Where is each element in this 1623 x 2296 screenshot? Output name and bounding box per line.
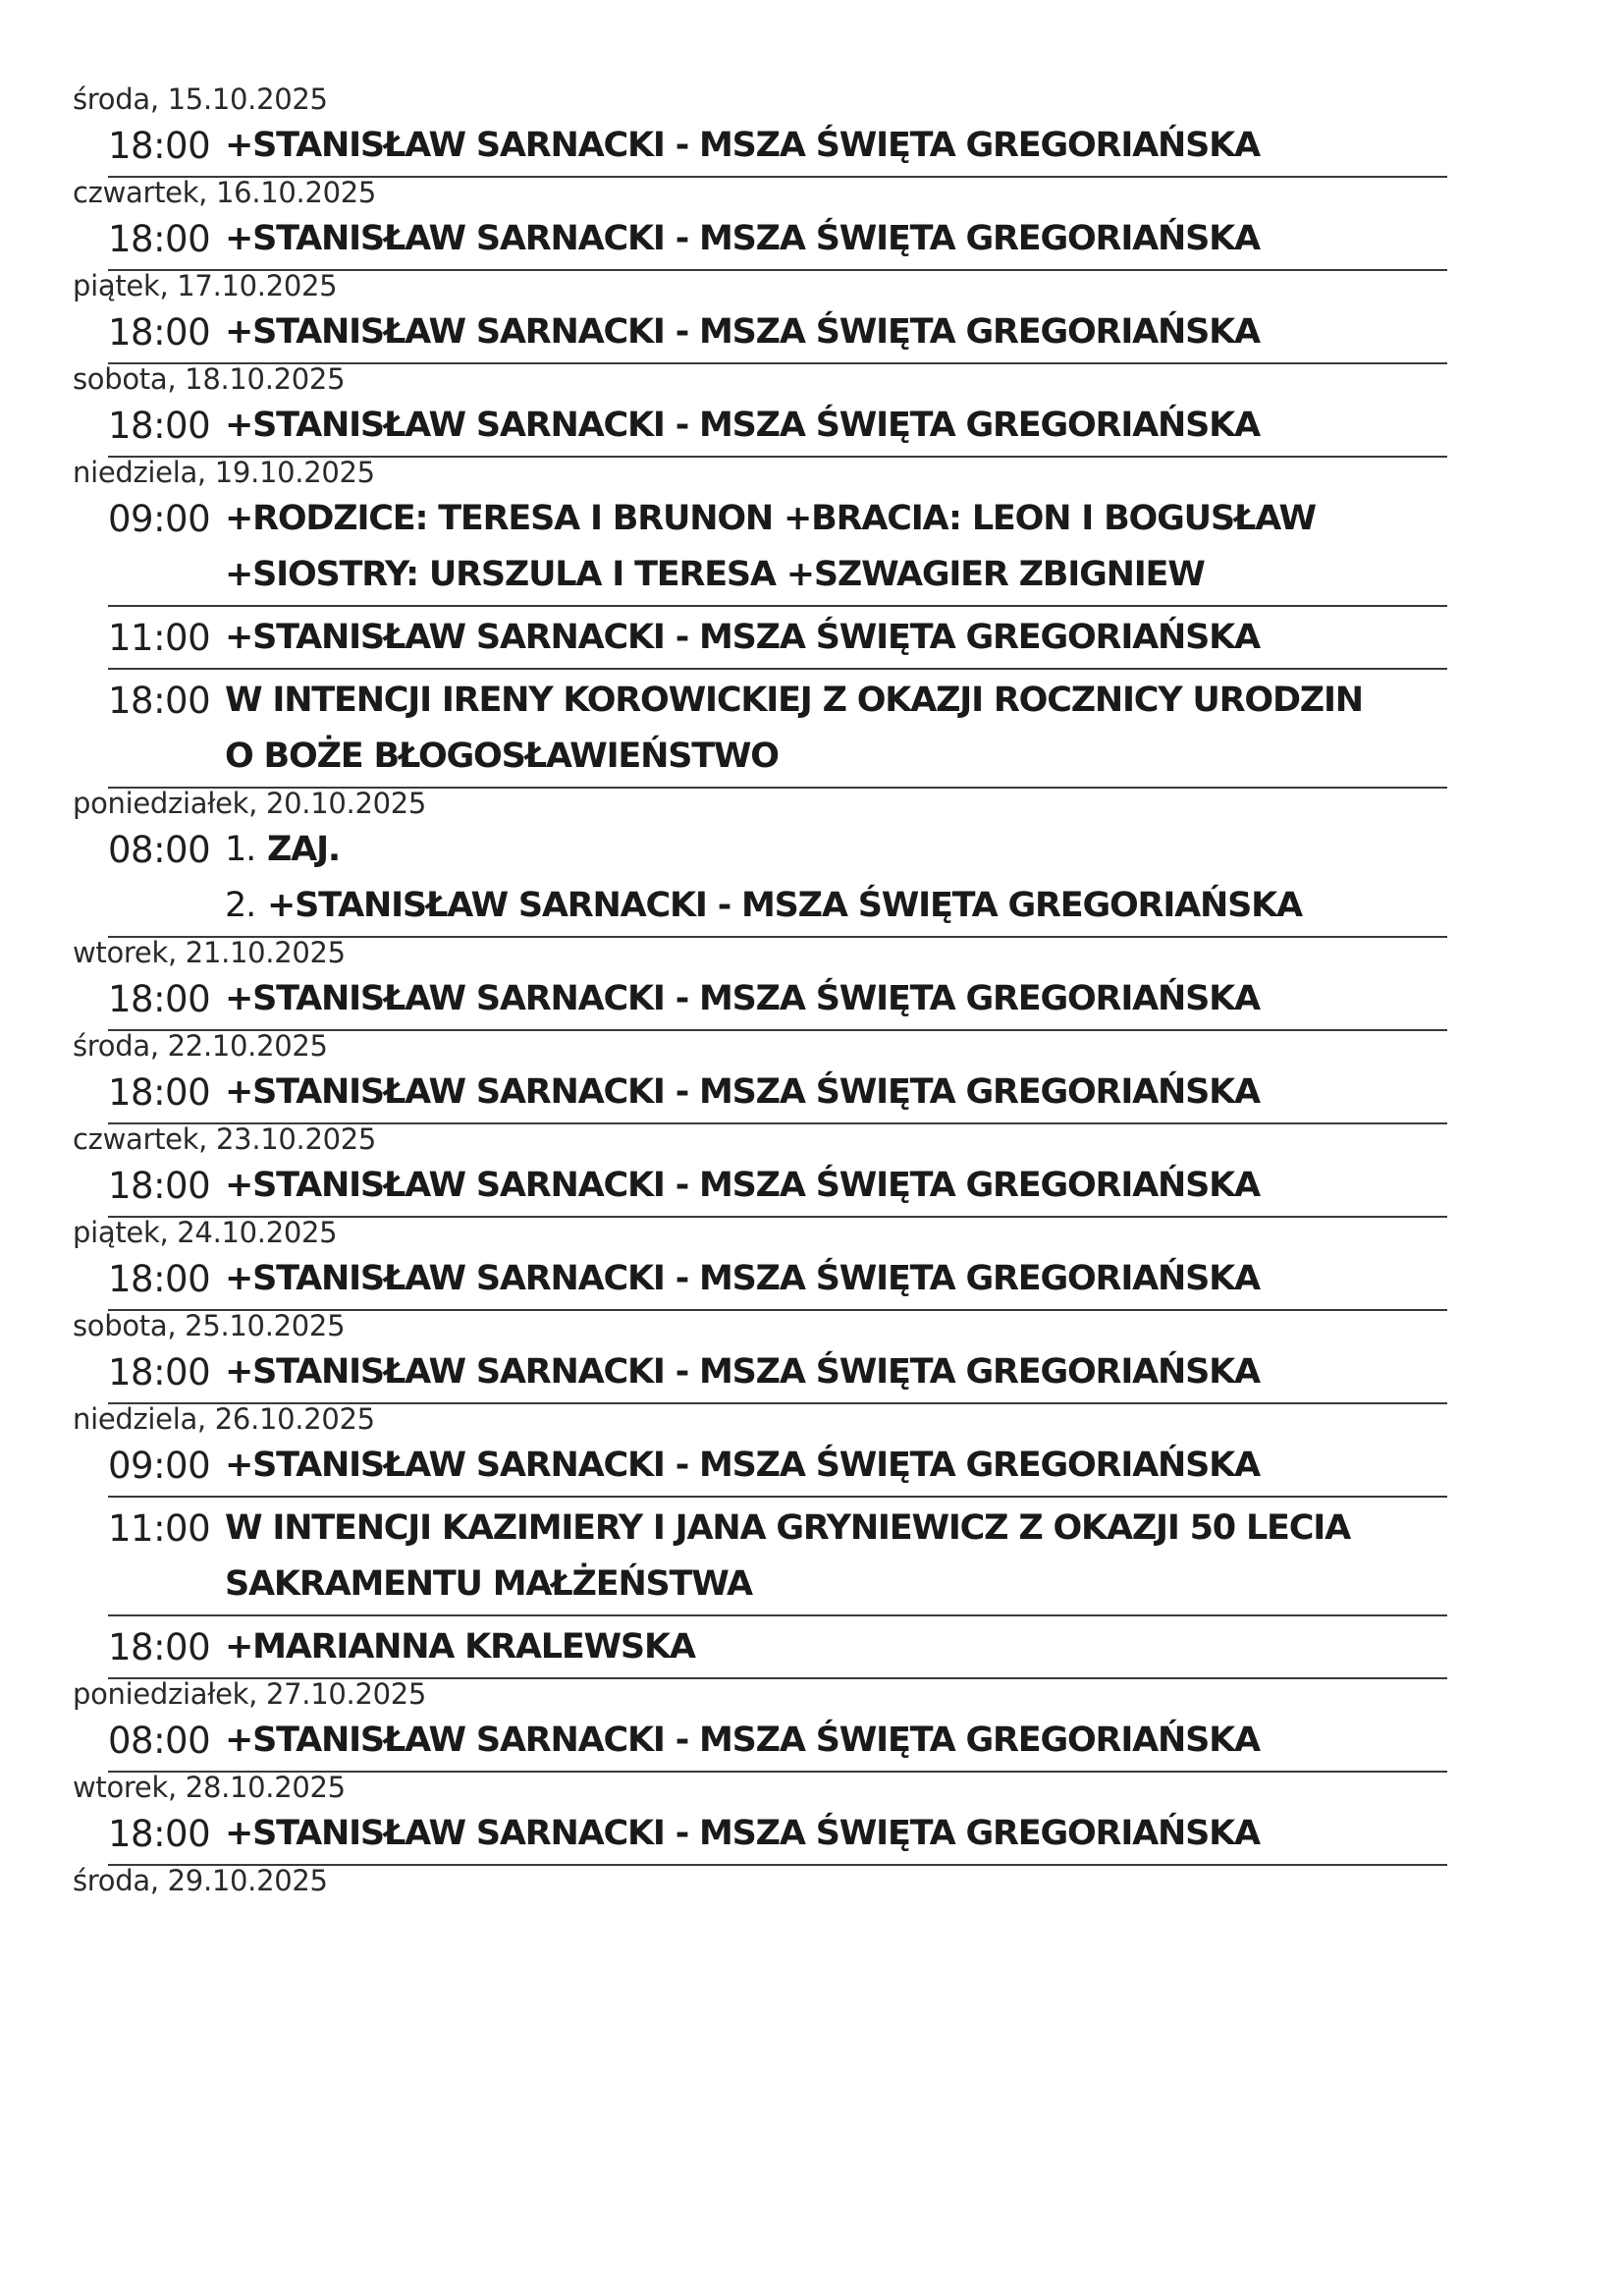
day-block [73, 458, 1447, 789]
mass-entry [108, 819, 1447, 938]
mass-entry [108, 1248, 1447, 1311]
day-label: wtorek, 28.10.2025 [73, 1771, 346, 1804]
entry-line [108, 1344, 1447, 1400]
day-block [73, 364, 1447, 458]
entry-line [108, 211, 1447, 267]
day-label: niedziela, 19.10.2025 [73, 456, 375, 489]
day-block [73, 1404, 1447, 1679]
intention-text: +STANISŁAW SARNACKI - MSZA ŚWIĘTA GREGORIAŃSKA [225, 1072, 1260, 1112]
entry-line [108, 822, 1447, 878]
mass-time: 11:00 [108, 1507, 211, 1550]
entry-line [108, 398, 1447, 454]
mass-entry [108, 1062, 1447, 1124]
mass-entry [108, 1341, 1447, 1404]
mass-time: 18:00 [108, 680, 211, 722]
day-label: piątek, 17.10.2025 [73, 269, 338, 302]
intention-text: W INTENCJI IRENY KOROWICKIEJ Z OKAZJI ROCZNICY URODZIN [225, 681, 1363, 720]
mass-time: 09:00 [108, 498, 211, 540]
mass-time: 08:00 [108, 829, 211, 871]
day-label: czwartek, 23.10.2025 [73, 1122, 377, 1156]
intention-text: +STANISŁAW SARNACKI - MSZA ŚWIĘTA GREGORIAŃSKA [225, 126, 1260, 165]
mass-entry [108, 1498, 1447, 1616]
intention-text: +STANISŁAW SARNACKI - MSZA ŚWIĘTA GREGORIAŃSKA [225, 1352, 1260, 1392]
intention-text: +STANISŁAW SARNACKI - MSZA ŚWIĘTA GREGORIAŃSKA [225, 1446, 1260, 1485]
mass-schedule [73, 84, 1447, 1896]
mass-entry [108, 607, 1447, 670]
intention-text: +STANISŁAW SARNACKI - MSZA ŚWIĘTA GREGORIAŃSKA [225, 618, 1260, 657]
numbered-intention [225, 822, 340, 878]
mass-time: 09:00 [108, 1445, 211, 1487]
mass-time: 11:00 [108, 617, 211, 659]
day-block [73, 178, 1447, 271]
mass-time: 18:00 [108, 1626, 211, 1668]
mass-entry [108, 1710, 1447, 1773]
day-label: sobota, 18.10.2025 [73, 362, 346, 396]
day-block [73, 271, 1447, 364]
entry-line [108, 304, 1447, 360]
mass-entry [108, 395, 1447, 458]
entry-line [108, 1251, 1447, 1307]
mass-entry [108, 1803, 1447, 1866]
mass-time: 18:00 [108, 1258, 211, 1300]
entry-line [108, 1619, 1447, 1675]
mass-entry [108, 208, 1447, 271]
intention-text: +STANISŁAW SARNACKI - MSZA ŚWIĘTA GREGORIAŃSKA [225, 1259, 1260, 1298]
entry-line [108, 1065, 1447, 1121]
intention-text: O BOŻE BŁOGOSŁAWIEŃSTWO [225, 737, 779, 776]
day-label: poniedziałek, 27.10.2025 [73, 1677, 427, 1711]
intention-text: +SIOSTRY: URSZULA I TERESA +SZWAGIER ZBIGNIEW [225, 555, 1205, 594]
mass-entry [108, 301, 1447, 364]
mass-entry [108, 968, 1447, 1031]
intention-text: +STANISŁAW SARNACKI - MSZA ŚWIĘTA GREGORIAŃSKA [225, 1814, 1260, 1853]
mass-time: 18:00 [108, 218, 211, 260]
mass-time: 18:00 [108, 1071, 211, 1114]
day-block [73, 1218, 1447, 1311]
mass-time: 18:00 [108, 311, 211, 354]
intention-text: ZAJ. [267, 830, 340, 869]
day-label: sobota, 25.10.2025 [73, 1309, 346, 1342]
intention-text: +STANISŁAW SARNACKI - MSZA ŚWIĘTA GREGORIAŃSKA [225, 219, 1260, 258]
mass-time: 18:00 [108, 1165, 211, 1207]
day-label: czwartek, 16.10.2025 [73, 176, 377, 209]
intention-text: +STANISŁAW SARNACKI - MSZA ŚWIĘTA GREGORIAŃSKA [225, 406, 1260, 445]
intention-text: +STANISŁAW SARNACKI - MSZA ŚWIĘTA GREGORIAŃSKA [225, 312, 1260, 352]
entry-line [108, 971, 1447, 1027]
day-label: środa, 29.10.2025 [73, 1864, 328, 1897]
mass-time: 18:00 [108, 405, 211, 447]
intention-text: +STANISŁAW SARNACKI - MSZA ŚWIĘTA GREGORIAŃSKA [267, 886, 1302, 925]
entry-line [108, 673, 1447, 729]
mass-entry [108, 1616, 1447, 1679]
numbered-intention [225, 878, 1302, 934]
day-label: środa, 22.10.2025 [73, 1029, 328, 1063]
day-block [73, 1311, 1447, 1404]
mass-entry [108, 115, 1447, 178]
intention-number: 1. [225, 830, 255, 869]
day-label: poniedziałek, 20.10.2025 [73, 787, 427, 820]
mass-entry [108, 488, 1447, 607]
intention-text: SAKRAMENTU MAŁŻEŃSTWA [225, 1564, 752, 1604]
mass-time: 18:00 [108, 1813, 211, 1855]
entry-line [108, 1158, 1447, 1214]
mass-entry [108, 1155, 1447, 1218]
entry-line [108, 610, 1447, 666]
entry-line [108, 1713, 1447, 1769]
mass-time: 18:00 [108, 978, 211, 1020]
entry-line [108, 878, 1447, 934]
entry-line [108, 1557, 1447, 1613]
entry-line [108, 118, 1447, 174]
day-block [73, 1773, 1447, 1866]
intention-text: +STANISŁAW SARNACKI - MSZA ŚWIĘTA GREGORIAŃSKA [225, 979, 1260, 1018]
intention-text: +RODZICE: TERESA I BRUNON +BRACIA: LEON I BOGUSŁAW [225, 499, 1316, 538]
entry-line [108, 547, 1447, 603]
day-block [73, 789, 1447, 938]
intention-text: +STANISŁAW SARNACKI - MSZA ŚWIĘTA GREGORIAŃSKA [225, 1721, 1260, 1760]
day-label: niedziela, 26.10.2025 [73, 1402, 375, 1436]
day-block [73, 1124, 1447, 1218]
intention-text: +MARIANNA KRALEWSKA [225, 1627, 695, 1667]
mass-time: 08:00 [108, 1720, 211, 1762]
day-label: środa, 15.10.2025 [73, 82, 328, 116]
entry-line [108, 1806, 1447, 1862]
intention-text: W INTENCJI KAZIMIERY I JANA GRYNIEWICZ Z OKAZJI 50 LECIA [225, 1508, 1350, 1548]
entry-line [108, 1501, 1447, 1557]
entry-line [108, 1438, 1447, 1494]
mass-entry [108, 1435, 1447, 1498]
mass-entry [108, 670, 1447, 789]
day-block [73, 1679, 1447, 1773]
entry-line [108, 491, 1447, 547]
day-block [73, 1031, 1447, 1124]
day-block [73, 84, 1447, 178]
day-block [73, 1866, 1447, 1896]
mass-time: 18:00 [108, 1351, 211, 1394]
entry-line [108, 729, 1447, 785]
day-block [73, 938, 1447, 1031]
day-label: piątek, 24.10.2025 [73, 1216, 338, 1249]
day-label: wtorek, 21.10.2025 [73, 936, 346, 969]
mass-time: 18:00 [108, 125, 211, 167]
intention-text: +STANISŁAW SARNACKI - MSZA ŚWIĘTA GREGORIAŃSKA [225, 1166, 1260, 1205]
intention-number: 2. [225, 886, 255, 925]
